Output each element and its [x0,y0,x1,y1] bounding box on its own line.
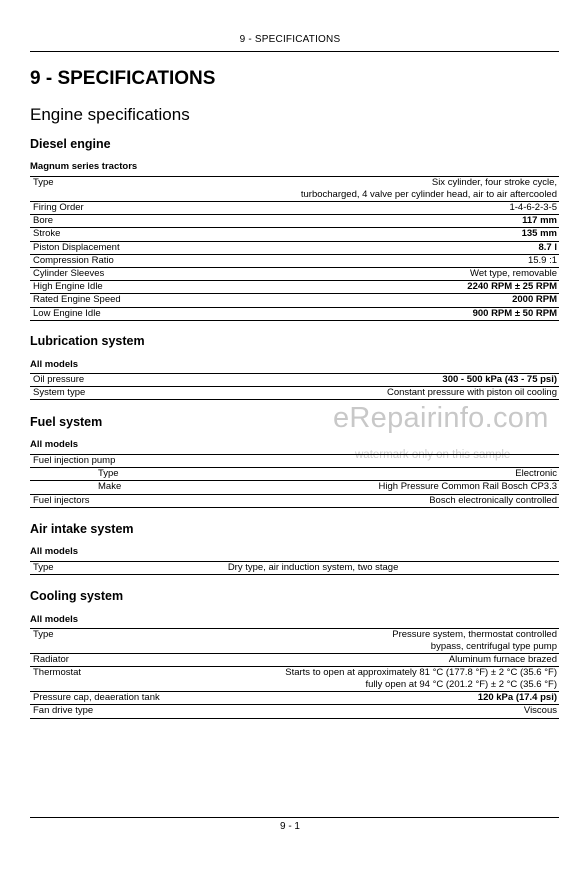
spec-value: 2240 RPM ± 25 RPM [467,281,557,293]
spec-label: Fan drive type [33,705,94,717]
spec-value [201,629,559,654]
spec-value-line2: bypass, centrifugal type pump [430,641,557,652]
spec-value: 1-4-6-2-3-5 [509,202,557,213]
spec-value-line2: turbocharged, 4 valve per cylinder head, air to air aftercooled [300,189,557,200]
table-row [30,468,559,481]
spec-value: Electronic [515,468,557,480]
footer-rule [30,817,559,818]
cooling-spec-table [30,628,559,719]
lubrication-spec-table [30,373,559,400]
cooling-heading: Cooling system [30,589,124,603]
table-row [30,705,559,718]
spec-value-line1: Starts to open at approximately 81 °C (177.8 °F) ± 2 °C (35.6 °F) [285,667,557,679]
watermark-subtext: watermark only on this sample [355,449,511,461]
air-intake-heading: Air intake system [30,522,134,536]
diesel-engine-heading: Diesel engine [30,137,111,151]
spec-label: Piston Displacement [33,241,120,253]
spec-value: 135 mm [521,228,557,240]
fuel-group-label: All models [30,439,79,450]
spec-value: Dry type, air induction system, two stage [227,562,399,573]
spec-label: Thermostat [33,667,82,679]
table-row [30,177,559,202]
spec-label: Stroke [33,228,61,240]
spec-label: Type [33,562,54,573]
spec-label: Bore [33,215,54,227]
spec-value [169,177,559,202]
table-row [30,455,559,468]
lubrication-group-label: All models [30,359,79,370]
watermark-text: eRepairinfo.com [333,402,549,434]
table-row [30,254,559,267]
spec-value: 117 mm [522,215,557,227]
spec-label: Oil pressure [33,374,85,385]
table-row [30,374,559,387]
table-row [30,281,559,294]
chapter-title: 9 - SPECIFICATIONS [30,68,216,89]
spec-value: Wet type, removable [470,267,557,279]
section-title: Engine specifications [30,105,190,124]
spec-label: Rated Engine Speed [33,294,121,306]
spec-label: Low Engine Idle [33,307,101,319]
table-row [30,215,559,228]
table-row [30,692,559,705]
spec-label: Type [33,177,54,188]
spec-value [208,455,559,468]
spec-value: Bosch electronically controlled [429,494,557,506]
spec-label: Type [33,629,54,640]
spec-value: 2000 RPM [512,294,557,306]
table-row [30,267,559,280]
spec-label: High Engine Idle [33,281,103,293]
spec-label: Fuel injectors [33,494,90,506]
table-row [30,654,559,667]
spec-value-line2: fully open at 94 °C (201.2 °F) ± 2 °C (35.6 °F) [365,679,557,691]
table-row [30,667,559,692]
spec-label: Make [98,481,122,493]
spec-value [201,667,559,692]
spec-value: Constant pressure with piston oil cooling [386,387,557,399]
running-head: 9 - SPECIFICATIONS [239,34,341,45]
table-row [30,202,559,215]
table-row [30,562,559,575]
table-row [30,241,559,254]
spec-value: High Pressure Common Rail Bosch CP3.3 [378,481,557,493]
header-rule [30,51,559,52]
spec-value: 900 RPM ± 50 RPM [472,307,557,319]
spec-value-line1: Pressure system, thermostat controlled [392,629,557,640]
spec-value: 8.7 l [538,241,557,253]
lubrication-heading: Lubrication system [30,334,145,348]
spec-label: Firing Order [33,202,84,213]
fuel-system-heading: Fuel system [30,415,103,429]
spec-label: Radiator [33,654,69,665]
spec-label: System type [33,387,86,399]
spec-label: Cylinder Sleeves [33,267,105,279]
spec-value: Viscous [523,705,557,717]
spec-value: Aluminum furnace brazed [448,654,557,665]
spec-label: Pressure cap, deaeration tank [33,692,160,704]
table-row [30,387,559,400]
table-row [30,629,559,654]
air-intake-group-label: All models [30,546,79,557]
diesel-spec-table [30,176,559,321]
diesel-group-label: Magnum series tractors [30,161,138,172]
fuel-spec-table [30,454,559,508]
table-row [30,228,559,241]
spec-label: Compression Ratio [33,254,114,266]
spec-value: 120 kPa (17.4 psi) [477,692,557,704]
spec-value-line1: Six cylinder, four stroke cycle, [431,177,557,188]
spec-value: 300 - 500 kPa (43 - 75 psi) [442,374,557,385]
spec-value: 15.9 :1 [527,254,557,266]
spec-label: Type [98,468,119,480]
table-row [30,307,559,320]
table-row [30,294,559,307]
page-number: 9 - 1 [279,821,300,832]
table-row [30,481,559,494]
table-row [30,494,559,507]
cooling-group-label: All models [30,614,79,625]
spec-label: Fuel injection pump [33,455,116,466]
air-intake-spec-table [30,561,559,575]
